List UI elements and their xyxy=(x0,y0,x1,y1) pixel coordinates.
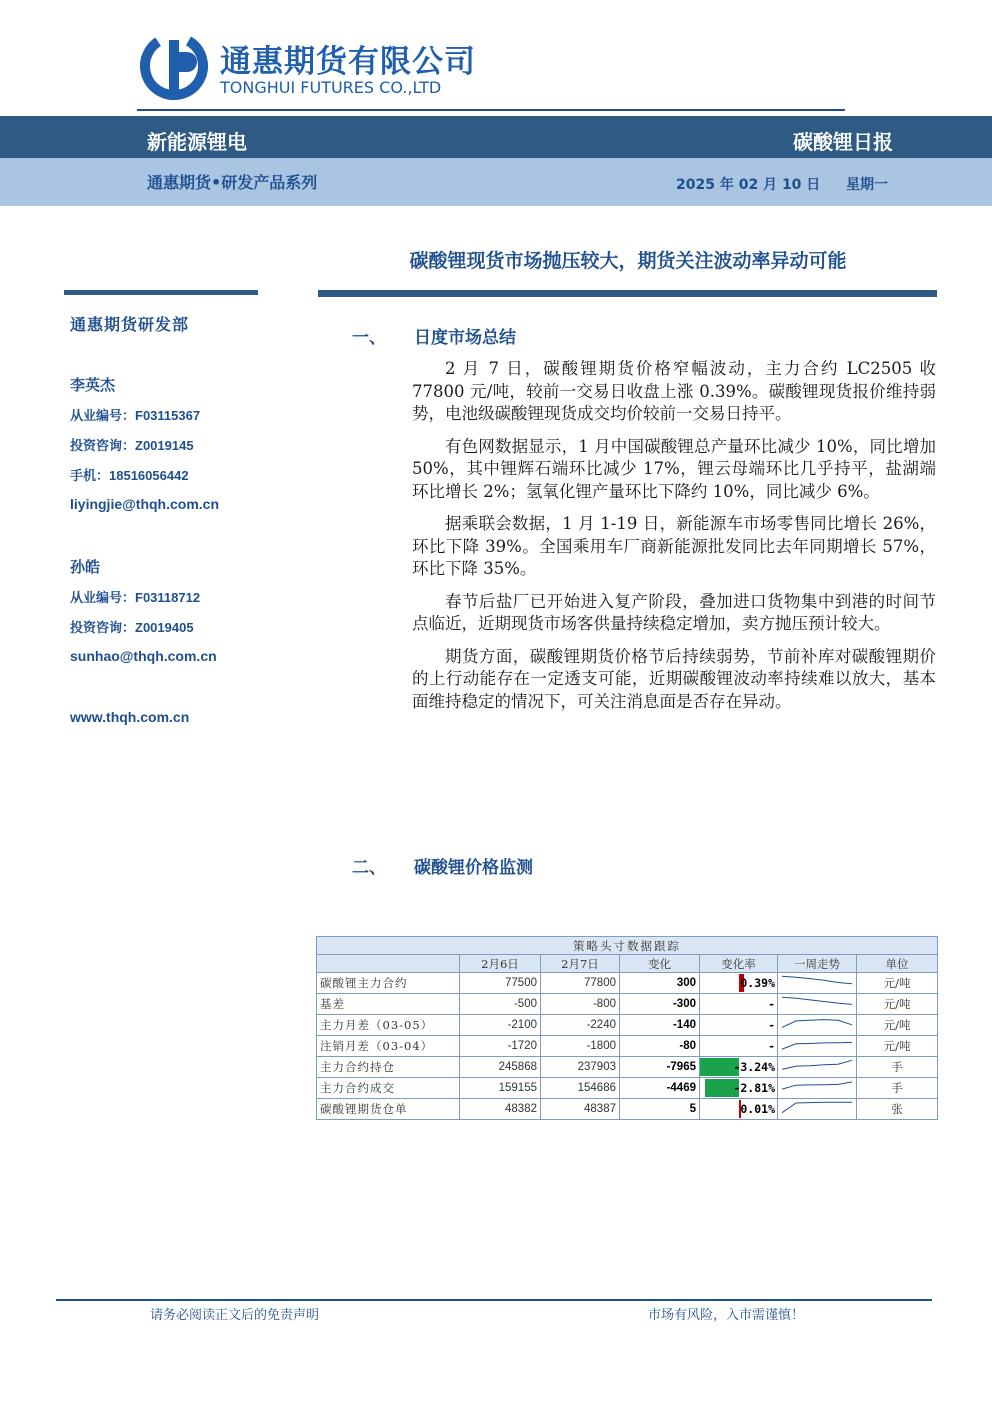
value-change: -140 xyxy=(620,1015,700,1036)
analyst-name: 孙皓 xyxy=(70,558,101,576)
section-number: 一、 xyxy=(352,328,386,348)
row-label: 基差 xyxy=(317,994,460,1015)
unit-cell: 手 xyxy=(857,1078,938,1099)
row-label: 主力合约持仓 xyxy=(317,1057,460,1078)
disclaimer-note[interactable]: 请务必阅读正文后的免责声明 xyxy=(150,1308,320,1323)
change-rate-cell xyxy=(700,994,778,1015)
change-rate-cell xyxy=(700,1036,778,1057)
license-label: 从业编号： xyxy=(70,409,136,424)
paragraph: 期货方面，碳酸锂期货价格节后持续弱势，节前补库对碳酸锂期价的上行动能存在一定透支可能，近期碳酸锂波动率持续难以放大，基本面维持稳定的情况下，可关注消息面是否存在异动。 xyxy=(412,646,936,711)
title-divider xyxy=(318,290,937,297)
analyst-phone xyxy=(70,465,189,484)
table-row xyxy=(317,994,938,1015)
license-value: F03115367 xyxy=(135,408,201,423)
section-title: 日度市场总结 xyxy=(414,328,516,348)
value-day2: -800 xyxy=(541,994,620,1015)
value-day2: 154686 xyxy=(541,1078,620,1099)
consult-label: 投资咨询： xyxy=(70,621,136,636)
footer-divider xyxy=(56,1299,932,1301)
table-row xyxy=(317,973,938,994)
value-change: 300 xyxy=(620,973,700,994)
change-rate-text: -2.81% xyxy=(733,1081,775,1095)
change-rate-cell xyxy=(700,1099,778,1120)
row-label: 碳酸锂期货仓单 xyxy=(317,1099,460,1120)
weekly-trend-sparkline xyxy=(778,994,857,1015)
paragraph: 据乘联会数据，1 月 1-19 日，新能源车市场零售同比增长 26%，环比下降 39%。全国乘用车厂商新能源批发同比去年同期增长 57%，环比下降 35%。 xyxy=(412,514,936,578)
change-rate-cell xyxy=(700,1015,778,1036)
analyst-email[interactable]: sunhao@thqh.com.cn xyxy=(70,648,217,664)
sparkline-chart xyxy=(778,1015,856,1032)
paragraph: 2 月 7 日，碳酸锂期货价格窄幅波动，主力合约 LC2505 收 77800 元/吨，较前一交易日收盘上涨 0.39%。碳酸锂现货报价维持弱势，电池级碳酸锂现货成交均价较前一交易日持平。 xyxy=(412,359,936,423)
phone-value: 18516056442 xyxy=(109,468,189,483)
column-header xyxy=(317,955,460,973)
change-rate-cell xyxy=(700,973,778,994)
sparkline-path xyxy=(782,997,852,1004)
unit-cell: 元/吨 xyxy=(857,1015,938,1036)
weekly-trend-sparkline xyxy=(778,1099,857,1120)
table-row xyxy=(317,1036,938,1057)
table-row xyxy=(317,1078,938,1099)
value-day1: 159155 xyxy=(460,1078,541,1099)
column-header: 单位 xyxy=(857,955,938,973)
section-number: 二、 xyxy=(352,858,386,878)
consult-value: Z0019145 xyxy=(135,438,194,453)
weekly-trend-sparkline xyxy=(778,1036,857,1057)
paragraph: 有色网数据显示，1 月中国碳酸锂总产量环比减少 10%，同比增加 50%，其中锂辉石端环比减少 17%，锂云母端环比几乎持平，盐湖端环比增长 2%；氢氧化锂产量环比下降约 10%，同比减少 6%。 xyxy=(412,436,936,501)
report-title: 碳酸锂现货市场抛压较大，期货关注波动率异动可能 xyxy=(409,250,847,272)
analyst-consult xyxy=(70,435,194,454)
value-day2: 48387 xyxy=(541,1099,620,1120)
sparkline-chart xyxy=(778,973,856,990)
license-value: F03118712 xyxy=(135,590,201,605)
weekly-trend-sparkline xyxy=(778,1078,857,1099)
row-label: 主力合约成交 xyxy=(317,1078,460,1099)
value-day1: -1720 xyxy=(460,1036,541,1057)
consult-label: 投资咨询： xyxy=(70,439,136,454)
change-rate-text: -3.24% xyxy=(733,1060,775,1074)
change-rate-text: 0.39% xyxy=(740,976,775,990)
website-link[interactable]: www.thqh.com.cn xyxy=(70,709,190,725)
sparkline-path xyxy=(782,1082,852,1089)
company-name-en: TONGHUI FUTURES CO.,LTD xyxy=(220,78,442,97)
value-change: -80 xyxy=(620,1036,700,1057)
analyst-email[interactable]: liyingjie@thqh.com.cn xyxy=(70,496,219,512)
sparkline-chart xyxy=(778,1099,856,1116)
sparkline-path xyxy=(782,1020,852,1028)
phone-label: 手机： xyxy=(70,469,110,484)
weekly-trend-sparkline xyxy=(778,1057,857,1078)
row-label: 碳酸锂主力合约 xyxy=(317,973,460,994)
change-rate-text: - xyxy=(768,997,775,1011)
value-change: 5 xyxy=(620,1099,700,1120)
value-change: -300 xyxy=(620,994,700,1015)
value-day2: -1800 xyxy=(541,1036,620,1057)
value-day1: -2100 xyxy=(460,1015,541,1036)
analyst-license xyxy=(70,587,200,606)
unit-cell: 元/吨 xyxy=(857,973,938,994)
unit-cell: 元/吨 xyxy=(857,994,938,1015)
value-change: -4469 xyxy=(620,1078,700,1099)
company-logo-icon xyxy=(138,30,210,102)
license-label: 从业编号： xyxy=(70,591,136,606)
sparkline-chart xyxy=(778,1078,856,1095)
report-type: 碳酸锂日报 xyxy=(793,130,893,154)
unit-cell: 手 xyxy=(857,1057,938,1078)
consult-value: Z0019405 xyxy=(135,620,194,635)
value-change: -7965 xyxy=(620,1057,700,1078)
change-rate-cell xyxy=(700,1057,778,1078)
report-date: 2025 年 02 月 10 日 xyxy=(676,177,821,193)
change-rate-text: - xyxy=(768,1039,775,1053)
sidebar-divider xyxy=(64,290,258,295)
unit-cell: 元/吨 xyxy=(857,1036,938,1057)
value-day1: 77500 xyxy=(460,973,541,994)
table-row xyxy=(317,1099,938,1120)
analyst-consult xyxy=(70,617,194,636)
column-header: 一周走势 xyxy=(778,955,857,973)
section-title: 碳酸锂价格监测 xyxy=(414,858,533,878)
change-rate-text: 0.01% xyxy=(740,1102,775,1116)
change-rate-cell xyxy=(700,1078,778,1099)
sparkline-chart xyxy=(778,994,856,1011)
column-header: 2月6日 xyxy=(460,955,541,973)
sparkline-chart xyxy=(778,1057,856,1074)
analyst-license xyxy=(70,405,200,424)
report-series: 通惠期货•研发产品系列 xyxy=(147,173,318,192)
value-day1: 245868 xyxy=(460,1057,541,1078)
sparkline-path xyxy=(782,1042,852,1049)
table-row xyxy=(317,1057,938,1078)
column-header: 变化率 xyxy=(700,955,778,973)
value-day2: 77800 xyxy=(541,973,620,994)
value-day1: 48382 xyxy=(460,1099,541,1120)
weekly-trend-sparkline xyxy=(778,1015,857,1036)
paragraph: 春节后盐厂已开始进入复产阶段，叠加进口货物集中到港的时间节点临近，近期现货市场客供量持续稳定增加，卖方抛压预计较大。 xyxy=(412,591,936,633)
price-monitor-table xyxy=(316,936,937,1120)
risk-warning: 市场有风险，入市需谨慎！ xyxy=(648,1308,805,1323)
column-header: 变化 xyxy=(620,955,700,973)
value-day1: -500 xyxy=(460,994,541,1015)
company-name-cn: 通惠期货有限公司 xyxy=(220,44,476,80)
sparkline-path xyxy=(782,976,852,984)
sparkline-path xyxy=(782,1102,852,1112)
value-day2: -2240 xyxy=(541,1015,620,1036)
header-divider xyxy=(137,109,845,111)
report-weekday: 星期一 xyxy=(846,177,888,193)
table-caption: 策略头寸数据跟踪 xyxy=(317,937,938,955)
summary-body xyxy=(412,358,936,723)
table-row xyxy=(317,1015,938,1036)
weekly-trend-sparkline xyxy=(778,973,857,994)
report-category: 新能源锂电 xyxy=(147,130,247,154)
value-day2: 237903 xyxy=(541,1057,620,1078)
column-header: 2月7日 xyxy=(541,955,620,973)
row-label: 注销月差（03-04） xyxy=(317,1036,460,1057)
analyst-name: 李英杰 xyxy=(70,376,116,394)
row-label: 主力月差（03-05） xyxy=(317,1015,460,1036)
sparkline-chart xyxy=(778,1036,856,1053)
sparkline-path xyxy=(782,1060,852,1069)
unit-cell: 张 xyxy=(857,1099,938,1120)
research-dept: 通惠期货研发部 xyxy=(70,315,190,334)
change-rate-text: - xyxy=(768,1018,775,1032)
